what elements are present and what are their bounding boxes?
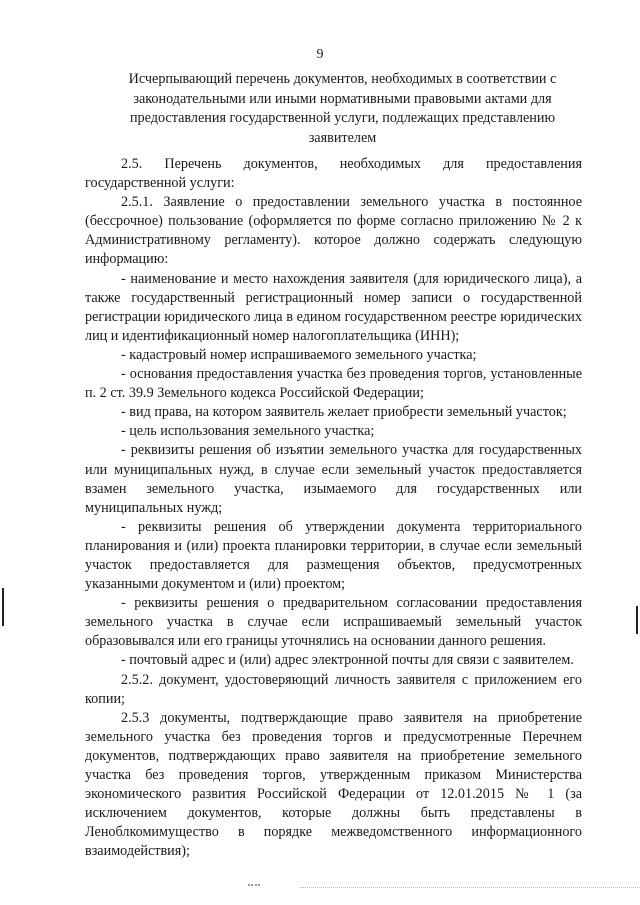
- scan-artifact-dots: [248, 884, 260, 890]
- list-item-planning-decision: - реквизиты решения об утверждении документа территориального планирования и (или) проекта планировки территории, в случае если земельный участок предоставляется для размещения объектов, предусмотренных указанными документом и (или) проектом;: [85, 518, 582, 593]
- section-heading: Исчерпывающий перечень документов, необходимых в соответствии с законодательными или иными нормативными правовыми актами для предоставления государственной услуги, подлежащих представлению заявителем: [128, 71, 557, 146]
- paragraph-2-5: 2.5. Перечень документов, необходимых для предоставления государственной услуги:: [85, 156, 582, 192]
- list-item-right-type: - вид права, на котором заявитель желает приобрести земельный участок;: [121, 404, 567, 421]
- scan-edge-mark-left: [2, 588, 4, 626]
- paragraph-2-5-3: 2.5.3 документы, подтверждающие право заявителя на приобретение земельного участка без проведения торгов и предусмотренные Перечнем документов, подтверждающих право заявителя на приобретение земельного участка без проведения торгов, утвержденным приказом Министерства экономического развития Российской Федерации от 12.01.2015 № 1 (за исключением документов, которые должны быть представлены в Леноблкомимущество в порядке межведомственного информационного взаимодействия);: [85, 709, 582, 860]
- scan-edge-mark-right: [636, 606, 638, 634]
- page-number: 9: [316, 47, 324, 62]
- list-item-preliminary-approval: - реквизиты решения о предварительном согласовании предоставления земельного участка в случае если испрашиваемый земельный участок образовывался или его границы уточнялись на основании данного решения.: [85, 595, 582, 650]
- list-item-applicant-name: - наименование и место нахождения заявителя (для юридического лица), а также государственный регистрационный номер записи о государственной регистрации юридического лица в едином государственном реестре юридических лиц и идентификационный номер налогоплательщика (ИНН);: [85, 270, 582, 344]
- list-item-purpose: - цель использования земельного участка;: [121, 423, 375, 440]
- paragraph-2-5-1: 2.5.1. Заявление о предоставлении земельного участка в постоянное (бессрочное) пользование (оформляется по форме согласно приложению № 2 к Административному регламенту). которое должно содержать следующую информацию:: [85, 194, 582, 268]
- list-item-seizure-decision: - реквизиты решения об изъятии земельного участка для государственных или муниципальных нужд, в случае если земельный участок предоставляется взамен земельного участка, изымаемого для государственных или муниципальных нужд;: [85, 442, 582, 516]
- paragraph-2-5-2: 2.5.2. документ, удостоверяющий личность заявителя с приложением его копии;: [85, 671, 582, 707]
- list-item-contact-address: - почтовый адрес и (или) адрес электронной почты для связи с заявителем.: [121, 652, 574, 669]
- scan-artifact-rule: [300, 887, 640, 888]
- list-item-cadastral-number: - кадастровый номер испрашиваемого земельного участка;: [121, 346, 477, 363]
- document-body: [85, 155, 582, 861]
- list-item-grounds: - основания предоставления участка без проведения торгов, установленные п. 2 ст. 39.9 Земельного кодекса Российской Федерации;: [85, 366, 582, 402]
